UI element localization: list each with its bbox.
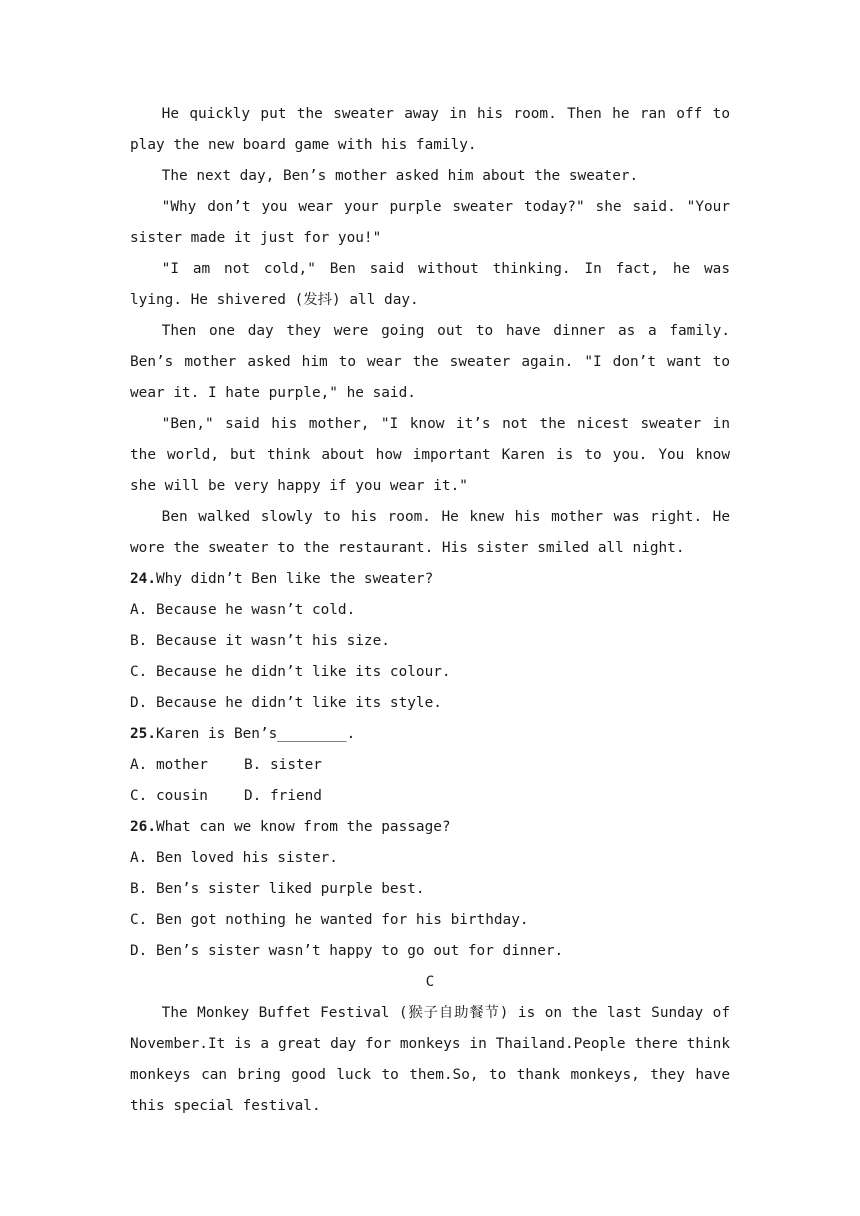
answer-option: B. Because it wasn’t his size. bbox=[130, 633, 390, 649]
answer-option: D. friend bbox=[244, 788, 322, 804]
question-text: Why didn’t Ben like the sweater? bbox=[156, 571, 434, 587]
question-24 bbox=[130, 564, 730, 719]
passage-paragraph: "I am not cold," Ben said without thinking. In fact, he was lying. He shivered (发抖) all day. bbox=[130, 261, 730, 308]
section-heading: C bbox=[425, 974, 435, 990]
passage-paragraph: Then one day they were going out to have dinner as a family. Ben’s mother asked him to wear the sweater again. "I don’t want to wear it. I hate purple," he said. bbox=[130, 323, 730, 401]
question-number: 26. bbox=[130, 819, 156, 835]
answer-option: B. sister bbox=[244, 757, 322, 773]
answer-option: C. cousin bbox=[130, 788, 208, 804]
answer-option: D. Because he didn’t like its style. bbox=[130, 695, 442, 711]
passage-paragraph: He quickly put the sweater away in his room. Then he ran off to play the new board game with his family. bbox=[130, 106, 730, 153]
answer-option: A. Ben loved his sister. bbox=[130, 850, 338, 866]
question-25 bbox=[130, 719, 730, 812]
passage-paragraph: The Monkey Buffet Festival (猴子自助餐节) is on the last Sunday of November.It is a great day for monkeys in Thailand.People there think monkeys can bring good luck to them.So, to thank monkeys, they have this special festival. bbox=[130, 1005, 730, 1114]
question-number: 24. bbox=[130, 571, 156, 587]
option-row bbox=[130, 750, 730, 781]
passage-paragraph: "Ben," said his mother, "I know it’s not the nicest sweater in the world, but think about how important Karen is to you. You know she will be very happy if you wear it." bbox=[130, 416, 730, 494]
question-number: 25. bbox=[130, 726, 156, 742]
question-text: What can we know from the passage? bbox=[156, 819, 451, 835]
question-stem bbox=[130, 564, 730, 595]
document-page bbox=[130, 99, 730, 1122]
question-stem bbox=[130, 719, 730, 750]
answer-option: A. Because he wasn’t cold. bbox=[130, 602, 356, 618]
passage-paragraph: Ben walked slowly to his room. He knew his mother was right. He wore the sweater to the restaurant. His sister smiled all night. bbox=[130, 509, 730, 556]
option-row bbox=[130, 781, 730, 812]
answer-option: A. mother bbox=[130, 757, 208, 773]
question-26 bbox=[130, 812, 730, 967]
passage-paragraph: The next day, Ben’s mother asked him about the sweater. bbox=[161, 168, 639, 184]
answer-option: D. Ben’s sister wasn’t happy to go out for dinner. bbox=[130, 943, 564, 959]
passage-paragraph: "Why don’t you wear your purple sweater today?" she said. "Your sister made it just for you!" bbox=[130, 199, 730, 246]
question-text: Karen is Ben’s________. bbox=[156, 726, 356, 742]
answer-option: B. Ben’s sister liked purple best. bbox=[130, 881, 425, 897]
answer-option: C. Ben got nothing he wanted for his birthday. bbox=[130, 912, 529, 928]
answer-option: C. Because he didn’t like its colour. bbox=[130, 664, 451, 680]
question-stem bbox=[130, 812, 730, 843]
